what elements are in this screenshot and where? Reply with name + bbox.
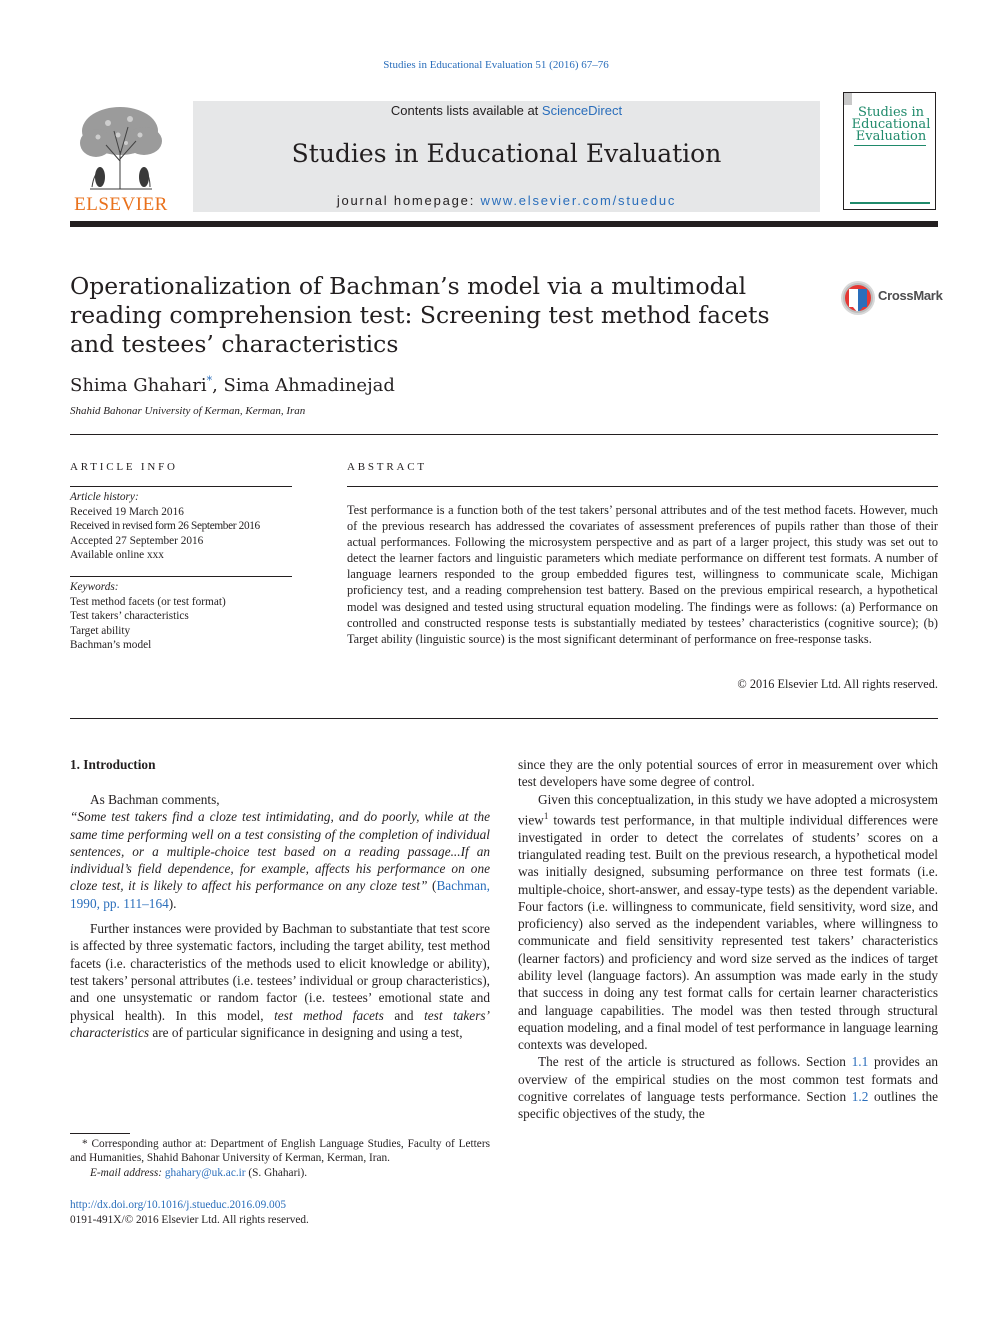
crossmark-button[interactable] [840,279,943,317]
cover-line-3: Evaluation [855,129,927,144]
body-left-column [70,791,490,1041]
journal-citation[interactable]: Studies in Educational Evaluation 51 (2016) 67–76 [383,59,609,71]
quote-cite-close: ). [168,895,177,911]
text-run: outlines the specific objectives of the study, the [518,1089,938,1122]
text-run: provides an overview of the empirical studies on the most common test formats and cognitive correlates of language tests performance. Section [518,1054,938,1105]
history-item: Accepted 27 September 2016 [70,534,204,547]
paragraph [518,1053,938,1122]
history-item: Received 19 March 2016 [70,505,184,518]
sciencedirect-link[interactable]: ScienceDirect [541,103,623,118]
issn-copyright: 0191-491X/© 2016 Elsevier Ltd. All rights reserved. [70,1213,309,1226]
corresponding-author-footnote [70,1137,490,1180]
article-history [70,490,292,563]
text-run: Further instances were provided by Bachman to substantiate that test score is affected by three systematic factors, including the target ability, test method facets (i.e. characteristics of the methods used to elicit knowledge or ability), test takers’ personal attributes (i.e. testees’ individual or group characteristics), and one unsystematic or random factor (i.e. testees’ emotional state and physical health). In this model, [70,921,490,1023]
article-info-heading: ARTICLE INFO [70,461,178,473]
doi-block [70,1198,309,1227]
email-link[interactable]: ghahary@uk.ac.ir [164,1166,246,1179]
keywords-rule [70,576,292,577]
author-name: Sima Ahmadinejad [223,375,395,396]
article-info-rule [70,486,292,487]
abstract-copyright: © 2016 Elsevier Ltd. All rights reserved. [737,677,938,691]
footnote-mark: * [82,1138,88,1150]
abstract-rule [347,486,938,487]
affiliation: Shahid Bahonar University of Kerman, Kerman, Iran [70,405,306,417]
abstract-bottom-rule [70,718,938,719]
journal-title: Studies in Educational Evaluation [291,139,722,168]
cover-rule [854,145,926,146]
elsevier-wordmark: ELSEVIER [74,194,168,215]
crossmark-label: CrossMark [878,288,943,303]
abstract-heading: ABSTRACT [347,461,427,473]
text-run: and [383,1007,425,1023]
keywords [70,580,292,653]
footnote-mark[interactable]: 1 [543,810,549,821]
homepage-line [193,193,820,208]
keyword-item: Target ability [70,624,131,637]
cover-line-1: Studies in [857,105,924,120]
cover-line-2: Educational [851,117,931,132]
paragraph [70,920,490,1041]
text-run: The rest of the article is structured as follows. Section [538,1054,852,1070]
keywords-label: Keywords: [70,581,119,593]
paragraph: As Bachman comments, [90,792,220,807]
cover-bottom-rule [850,202,930,204]
paragraph [518,791,938,1054]
author-separator: , [212,375,224,396]
header-divider [70,221,938,227]
quote-text: “Some test takers find a cloze test intimidating, and do poorly, while at the same time performing well on a test consisting of the completion of individual sentences, or a multiple-choice test based on a reading passage...If an individual’s field dependence, for example, affects his performance on one cloze test, it is likely to affect his performance on any cloze test” [70,809,490,894]
abstract-text: Test performance is a function both of the test takers’ personal attributes and of the test method facets. However, much of the previous research has addressed the covariates of assessment preferences of pupils rather than those of their actual performances. Following the microsystem perspective and as part of a larger project, this study was set out to detect the learner factors and linguistic parameters which mediate performance on different test formats. A number of language learners responded to the group embedded figures test, willingness to communicate scale, Michigan proficiency test, and a reading comprehension test battery. Based on the previous empirical research, a hypothetical model was designed and tested using structural equation modeling. The findings were as follows: (a) Performance on controlled and constructed response tests is substantially mediated by testees’ characteristics (cognitive source); (b) Target ability (linguistic source) is the most significant determinant of performance on free-response tasks. [347,503,938,646]
section-heading-introduction: 1. Introduction [70,757,156,772]
block-quote [70,808,490,912]
journal-cover-thumbnail[interactable] [843,92,936,210]
email-suffix: (S. Ghahari). [245,1166,308,1179]
history-item: Received in revised form 26 September 2016 [70,520,260,532]
doi-link[interactable]: http://dx.doi.org/10.1016/j.stueduc.2016.09.005 [70,1199,286,1211]
corresponding-author-mark[interactable]: * [206,374,213,387]
section-link[interactable]: 1.2 [851,1089,869,1105]
text-run: are of particular significance in designing and using a test, [149,1024,463,1040]
keyword-item: Bachman’s model [70,639,152,651]
text-run: towards test performance, in that multiple individual differences were investigated in order to detect the correlates of students’ scores on a triangulated reading test. Built on the previous research, a hypothetical model was initially designed, subsuming performance on three test formats (i.e. multiple-choice, short-answer, and essay-type tests) as the dependent variable. Four factors (i.e. willingness to communicate, field sensitivity, word size, and proficiency) also served as the independent variables, where willingness to communicate and field sensitivity represented test takers’ characteristics (learner factors) and proficiency and word size served as the indices of target ability level (language factors). An assumption was made early in the study that success in doing any test format calls for certain learner characteristics and language capabilities. The model was then tested through structural equation modeling, and a final model of test performance in language learning contexts was developed. [518,812,938,1053]
keyword-item: Test method facets (or test format) [70,595,226,608]
title-divider [70,434,938,435]
crossmark-icon [840,279,876,317]
author-name: Shima Ghahari [70,375,207,396]
cover-title [850,107,932,143]
keyword-item: Test takers’ characteristics [70,610,189,622]
author-list [70,374,395,396]
homepage-link[interactable]: www.elsevier.com/stueduc [480,193,677,208]
email-label: E-mail address: [90,1166,165,1179]
article-title: Operationalization of Bachman’s model via a multimodal reading comprehension test: Screening test method facets and testees’ characteristics [70,272,770,358]
footnote-text: Corresponding author at: Department of English Language Studies, Faculty of Letters and Humanities, Shahid Bahonar University of Kerman, Kerman, Iran. [70,1138,490,1165]
text-run: Given this conceptualization, in this study we have adopted a microsystem view [518,791,938,828]
emphasis: test takers’ characteristics [70,1007,490,1040]
section-link[interactable]: 1.1 [851,1054,869,1070]
citation-link[interactable]: Bachman, 1990, pp. 111–164 [70,878,490,911]
history-label: Article history: [70,491,139,503]
history-item: Available online xxx [70,549,164,561]
homepage-prefix: journal homepage: [336,193,481,208]
contents-prefix: Contents lists available at [390,103,542,118]
footnote-rule [70,1133,130,1134]
body-right-column [518,756,938,1123]
cover-strip [844,93,852,105]
journal-masthead [193,101,820,212]
contents-line [193,103,820,118]
emphasis: test method facets [274,1007,384,1023]
paragraph: since they are the only potential sources of error in measurement over which test developers have some degree of control. [518,757,938,790]
quote-cite-open: ( [427,878,437,894]
